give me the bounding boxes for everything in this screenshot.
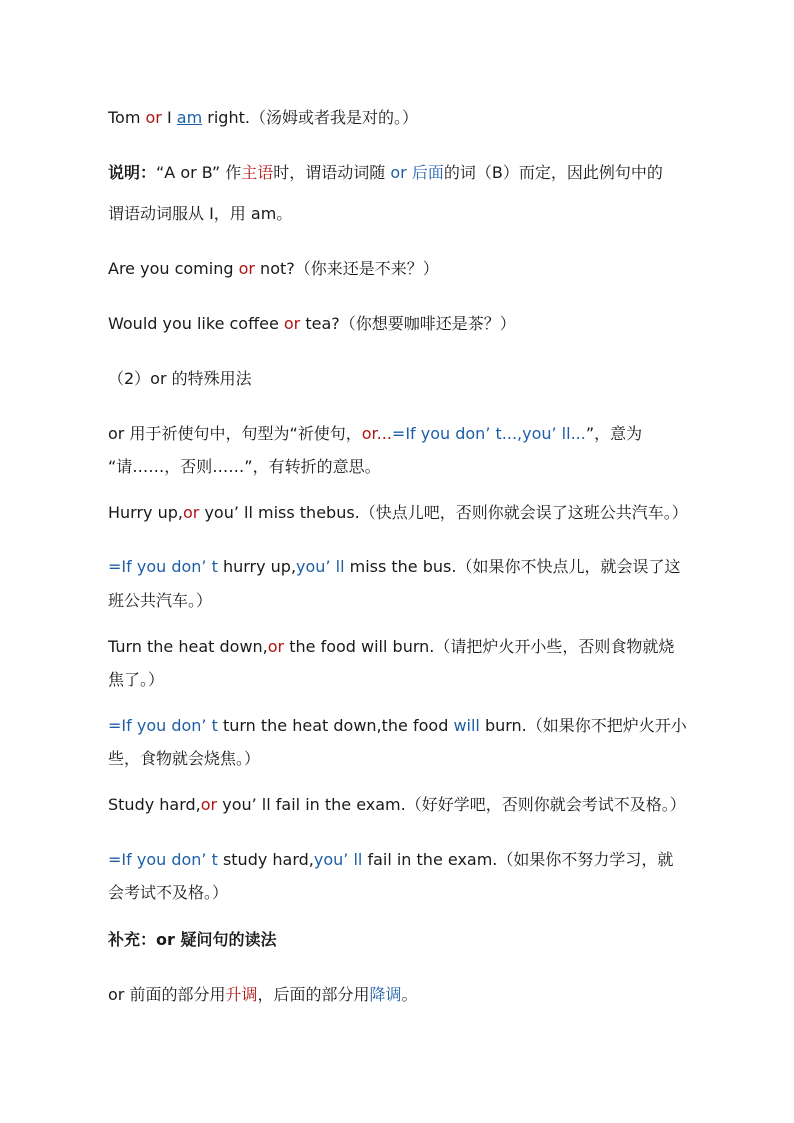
highlight-or: or [145,108,162,127]
example-if-hurry-up-line-2: 班公共汽车。） [108,591,213,610]
highlight-will: will [453,716,480,735]
explanation-label: 说明： [108,163,157,182]
highlight-or: or [267,637,285,656]
highlight-if-pattern: =If you don’ t...,you’ ll... [391,424,586,443]
example-if-study-hard-line-1: =If you don’ t study hard,you’ ll fail in the exam.（如果你不努力学习，就 [108,850,674,869]
explanation-line-2: 谓语动词服从 I，用 am。 [108,204,293,223]
highlight-if-you-dont: =If you don’ t [108,557,218,576]
example-are-you-coming: Are you coming or not?（你来还是不来？） [108,259,439,278]
highlight-or: or [182,503,200,522]
example-coffee-or-tea: Would you like coffee or tea?（你想要咖啡还是茶？） [108,314,516,333]
example-turn-heat-down-line-1: Turn the heat down,or the food will burn.（请把炉火开小些，否则食物就烧 [108,637,675,656]
highlight-subject: 主语 [241,163,274,182]
example-if-study-hard-line-2: 会考试不及格。） [108,883,229,902]
explanation-line-1: 说明：“A or B” 作主语时，谓语动词随 or 后面的词（B）而定，因此例句中的 [108,163,663,182]
example-if-hurry-up-line-1: =If you don’ t hurry up,you’ ll miss the bus.（如果你不快点儿，就会误了这 [108,557,681,576]
supplement-heading: 补充：or 疑问句的读法 [108,930,277,949]
rule-imperative-line-1: or 用于祈使句中，句型为“祈使句，or...=If you don’ t...,you’ ll...”，意为 [108,424,643,443]
rule-imperative-line-2: “请……，否则……”，有转折的意思。 [108,457,381,476]
example-turn-heat-down-line-2: 焦了。） [108,670,165,689]
example-tom-or-i: Tom or I am right.（汤姆或者我是对的。） [108,108,418,127]
highlight-youll: you’ ll [313,850,363,869]
highlight-or-pattern: or... [361,424,392,443]
highlight-or: or [283,314,301,333]
highlight-or: or [200,795,218,814]
highlight-falling-tone: 降调 [369,985,402,1004]
highlight-or-after: or 后面 [390,163,444,182]
example-if-turn-heat-line-1: =If you don’ t turn the heat down,the food will burn.（如果你不把炉火开小 [108,716,687,735]
highlight-if-you-dont: =If you don’ t [108,716,218,735]
highlight-rising-tone: 升调 [225,985,258,1004]
highlight-am: am [176,108,203,127]
highlight-youll: you’ ll [296,557,345,576]
example-study-hard: Study hard,or you’ ll fail in the exam.（好好学吧，否则你就会考试不及格。） [108,795,686,814]
example-hurry-up: Hurry up,or you’ ll miss thebus.（快点儿吧，否则你就会误了这班公共汽车。） [108,503,688,522]
highlight-if-you-dont: =If you don’ t [108,850,218,869]
highlight-or: or [238,259,255,278]
example-if-turn-heat-line-2: 些，食物就会烧焦。） [108,749,261,768]
section-heading-special-usage: （2）or 的特殊用法 [108,369,252,388]
supplement-intonation: or 前面的部分用升调，后面的部分用降调。 [108,985,418,1004]
